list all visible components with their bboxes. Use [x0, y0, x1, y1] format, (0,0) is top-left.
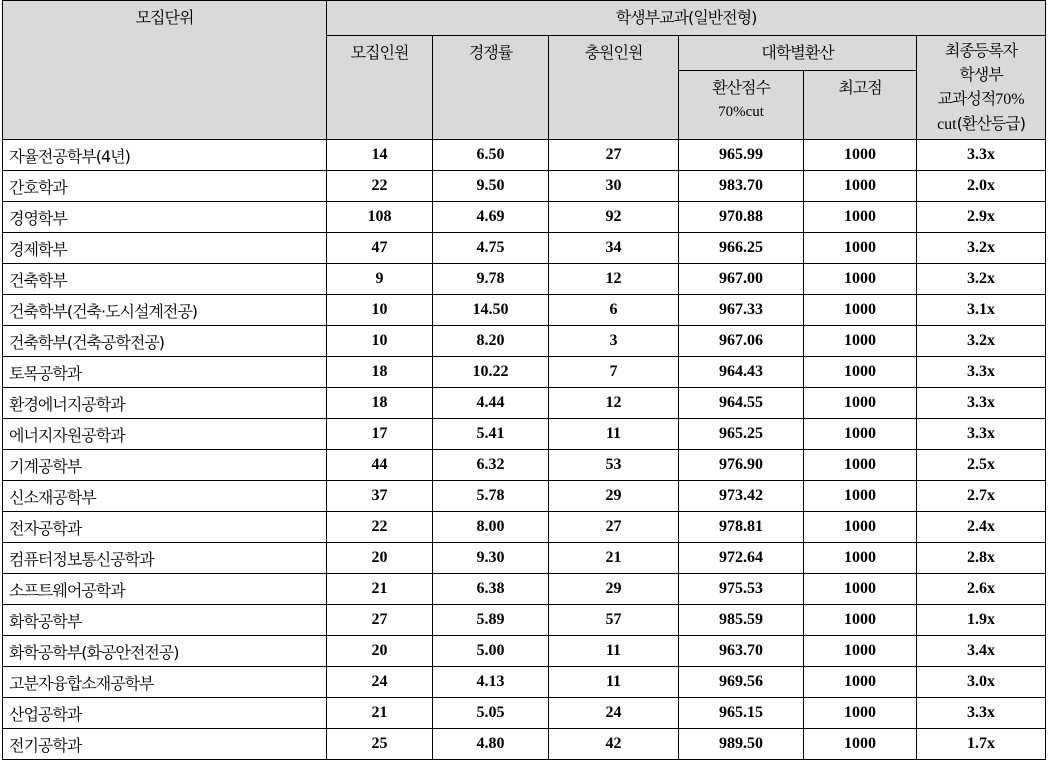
cell-recruit: 27 [327, 605, 433, 636]
header-recruit: 모집인원 [327, 36, 433, 140]
cell-unit-name: 경영학부 [3, 202, 327, 233]
header-final-grade [917, 36, 1046, 140]
table-row [3, 729, 1046, 760]
cell-max: 1000 [804, 729, 917, 760]
cell-unit-name: 컴퓨터정보통신공학과 [3, 543, 327, 574]
cell-max: 1000 [804, 605, 917, 636]
table-row [3, 140, 1046, 171]
cell-max: 1000 [804, 233, 917, 264]
header-extra: 충원인원 [549, 36, 679, 140]
cell-extra: 53 [549, 450, 679, 481]
cell-grade: 1.9x [917, 605, 1046, 636]
table-row [3, 419, 1046, 450]
cell-grade: 1.7x [917, 729, 1046, 760]
cell-grade: 2.7x [917, 481, 1046, 512]
cell-recruit: 24 [327, 667, 433, 698]
header-score-sub: 70%cut [718, 104, 764, 120]
table-row [3, 543, 1046, 574]
cell-ratio: 5.05 [433, 698, 549, 729]
header-final-line1: 최종등록자 [944, 40, 1018, 60]
cell-ratio: 4.44 [433, 388, 549, 419]
cell-ratio: 4.75 [433, 233, 549, 264]
cell-unit-name: 소프트웨어공학과 [3, 574, 327, 605]
cell-max: 1000 [804, 357, 917, 388]
cell-extra: 57 [549, 605, 679, 636]
cell-recruit: 25 [327, 729, 433, 760]
cell-recruit: 44 [327, 450, 433, 481]
cell-extra: 7 [549, 357, 679, 388]
cell-max: 1000 [804, 450, 917, 481]
cell-grade: 2.5x [917, 450, 1046, 481]
cell-max: 1000 [804, 419, 917, 450]
table-row [3, 326, 1046, 357]
table-row [3, 171, 1046, 202]
cell-score: 976.90 [679, 450, 804, 481]
header-unit: 모집단위 [3, 1, 327, 140]
cell-score: 973.42 [679, 481, 804, 512]
cell-extra: 11 [549, 636, 679, 667]
cell-recruit: 18 [327, 388, 433, 419]
table-body [3, 140, 1046, 760]
table-row [3, 698, 1046, 729]
cell-extra: 34 [549, 233, 679, 264]
cell-ratio: 8.00 [433, 512, 549, 543]
cell-score: 970.88 [679, 202, 804, 233]
cell-score: 965.15 [679, 698, 804, 729]
table-row [3, 605, 1046, 636]
cell-recruit: 22 [327, 512, 433, 543]
cell-unit-name: 신소재공학부 [3, 481, 327, 512]
cell-ratio: 4.80 [433, 729, 549, 760]
cell-ratio: 5.00 [433, 636, 549, 667]
cell-score: 967.06 [679, 326, 804, 357]
cell-recruit: 22 [327, 171, 433, 202]
cell-max: 1000 [804, 264, 917, 295]
table-row [3, 574, 1046, 605]
admission-results-table [2, 0, 1046, 760]
cell-unit-name: 환경에너지공학과 [3, 388, 327, 419]
cell-grade: 3.4x [917, 636, 1046, 667]
cell-ratio: 8.20 [433, 326, 549, 357]
table-row [3, 512, 1046, 543]
cell-recruit: 108 [327, 202, 433, 233]
cell-grade: 3.3x [917, 698, 1046, 729]
cell-grade: 3.0x [917, 667, 1046, 698]
table-row [3, 450, 1046, 481]
cell-recruit: 21 [327, 574, 433, 605]
cell-extra: 6 [549, 295, 679, 326]
cell-score: 969.56 [679, 667, 804, 698]
cell-max: 1000 [804, 202, 917, 233]
cell-ratio: 4.69 [433, 202, 549, 233]
header-final-line3b: 70% [995, 90, 1025, 108]
cell-unit-name: 건축학부 [3, 264, 327, 295]
table-header [3, 1, 1046, 140]
cell-grade: 2.9x [917, 202, 1046, 233]
cell-unit-name: 화학공학부(화공안전전공) [3, 636, 327, 667]
cell-ratio: 14.50 [433, 295, 549, 326]
cell-ratio: 5.41 [433, 419, 549, 450]
cell-grade: 3.3x [917, 419, 1046, 450]
cell-grade: 3.3x [917, 357, 1046, 388]
cell-unit-name: 에너지자원공학과 [3, 419, 327, 450]
cell-max: 1000 [804, 388, 917, 419]
cell-recruit: 17 [327, 419, 433, 450]
table-row [3, 636, 1046, 667]
cell-ratio: 6.38 [433, 574, 549, 605]
cell-recruit: 14 [327, 140, 433, 171]
cell-score: 972.64 [679, 543, 804, 574]
cell-unit-name: 기계공학부 [3, 450, 327, 481]
cell-score: 964.43 [679, 357, 804, 388]
cell-max: 1000 [804, 636, 917, 667]
cell-score: 967.33 [679, 295, 804, 326]
cell-ratio: 5.78 [433, 481, 549, 512]
cell-max: 1000 [804, 512, 917, 543]
cell-score: 965.99 [679, 140, 804, 171]
cell-grade: 2.6x [917, 574, 1046, 605]
cell-recruit: 20 [327, 543, 433, 574]
cell-unit-name: 산업공학과 [3, 698, 327, 729]
cell-extra: 92 [549, 202, 679, 233]
cell-grade: 3.2x [917, 233, 1046, 264]
table-row [3, 295, 1046, 326]
cell-extra: 29 [549, 574, 679, 605]
cell-unit-name: 전기공학과 [3, 729, 327, 760]
table-row [3, 481, 1046, 512]
cell-unit-name: 고분자융합소재공학부 [3, 667, 327, 698]
cell-ratio: 6.50 [433, 140, 549, 171]
header-final-line4 [917, 112, 1045, 137]
cell-max: 1000 [804, 667, 917, 698]
cell-recruit: 18 [327, 357, 433, 388]
cell-extra: 24 [549, 698, 679, 729]
table-row [3, 667, 1046, 698]
cell-grade: 3.3x [917, 140, 1046, 171]
cell-extra: 11 [549, 419, 679, 450]
cell-unit-name: 건축학부(건축공학전공) [3, 326, 327, 357]
cell-max: 1000 [804, 698, 917, 729]
table-row [3, 357, 1046, 388]
cell-extra: 21 [549, 543, 679, 574]
cell-grade: 3.3x [917, 388, 1046, 419]
table-row [3, 264, 1046, 295]
cell-score: 983.70 [679, 171, 804, 202]
cell-score: 967.00 [679, 264, 804, 295]
header-conversion: 대학별환산 [679, 36, 917, 71]
cell-extra: 3 [549, 326, 679, 357]
cell-ratio: 10.22 [433, 357, 549, 388]
header-max: 최고점 [804, 71, 917, 140]
cell-recruit: 47 [327, 233, 433, 264]
cell-recruit: 9 [327, 264, 433, 295]
cell-grade: 3.2x [917, 326, 1046, 357]
cell-unit-name: 전자공학과 [3, 512, 327, 543]
cell-recruit: 21 [327, 698, 433, 729]
header-final-line3a: 교과성적 [937, 88, 996, 108]
cell-recruit: 10 [327, 295, 433, 326]
cell-score: 965.25 [679, 419, 804, 450]
cell-unit-name: 간호학과 [3, 171, 327, 202]
cell-ratio: 6.32 [433, 450, 549, 481]
cell-extra: 11 [549, 667, 679, 698]
header-score [679, 71, 804, 140]
cell-recruit: 20 [327, 636, 433, 667]
header-final-line3 [917, 87, 1045, 112]
cell-score: 978.81 [679, 512, 804, 543]
cell-ratio: 9.78 [433, 264, 549, 295]
cell-max: 1000 [804, 295, 917, 326]
cell-score: 985.59 [679, 605, 804, 636]
cell-ratio: 9.50 [433, 171, 549, 202]
cell-max: 1000 [804, 140, 917, 171]
table-row [3, 388, 1046, 419]
cell-ratio: 4.13 [433, 667, 549, 698]
cell-extra: 29 [549, 481, 679, 512]
header-final-line4a: cut [937, 115, 957, 133]
cell-extra: 27 [549, 512, 679, 543]
cell-unit-name: 자율전공학부(4년) [3, 140, 327, 171]
cell-max: 1000 [804, 543, 917, 574]
table-row [3, 202, 1046, 233]
header-final-line2: 학생부 [959, 64, 1003, 84]
cell-extra: 12 [549, 264, 679, 295]
cell-grade: 2.4x [917, 512, 1046, 543]
cell-score: 989.50 [679, 729, 804, 760]
cell-ratio: 5.89 [433, 605, 549, 636]
cell-extra: 27 [549, 140, 679, 171]
cell-unit-name: 토목공학과 [3, 357, 327, 388]
cell-extra: 12 [549, 388, 679, 419]
cell-extra: 30 [549, 171, 679, 202]
cell-unit-name: 경제학부 [3, 233, 327, 264]
header-score-label: 환산점수 [712, 78, 770, 97]
cell-unit-name: 화학공학부 [3, 605, 327, 636]
cell-score: 966.25 [679, 233, 804, 264]
cell-max: 1000 [804, 326, 917, 357]
cell-grade: 2.8x [917, 543, 1046, 574]
cell-unit-name: 건축학부(건축·도시설계전공) [3, 295, 327, 326]
cell-extra: 42 [549, 729, 679, 760]
table-row [3, 233, 1046, 264]
cell-grade: 3.2x [917, 264, 1046, 295]
header-ratio: 경쟁률 [433, 36, 549, 140]
cell-recruit: 37 [327, 481, 433, 512]
cell-max: 1000 [804, 481, 917, 512]
cell-ratio: 9.30 [433, 543, 549, 574]
header-final-line4b: (환산등급) [956, 113, 1025, 133]
cell-score: 975.53 [679, 574, 804, 605]
cell-score: 963.70 [679, 636, 804, 667]
cell-recruit: 10 [327, 326, 433, 357]
cell-score: 964.55 [679, 388, 804, 419]
header-group: 학생부교과(일반전형) [327, 1, 1046, 36]
cell-max: 1000 [804, 171, 917, 202]
cell-grade: 3.1x [917, 295, 1046, 326]
cell-grade: 2.0x [917, 171, 1046, 202]
cell-max: 1000 [804, 574, 917, 605]
